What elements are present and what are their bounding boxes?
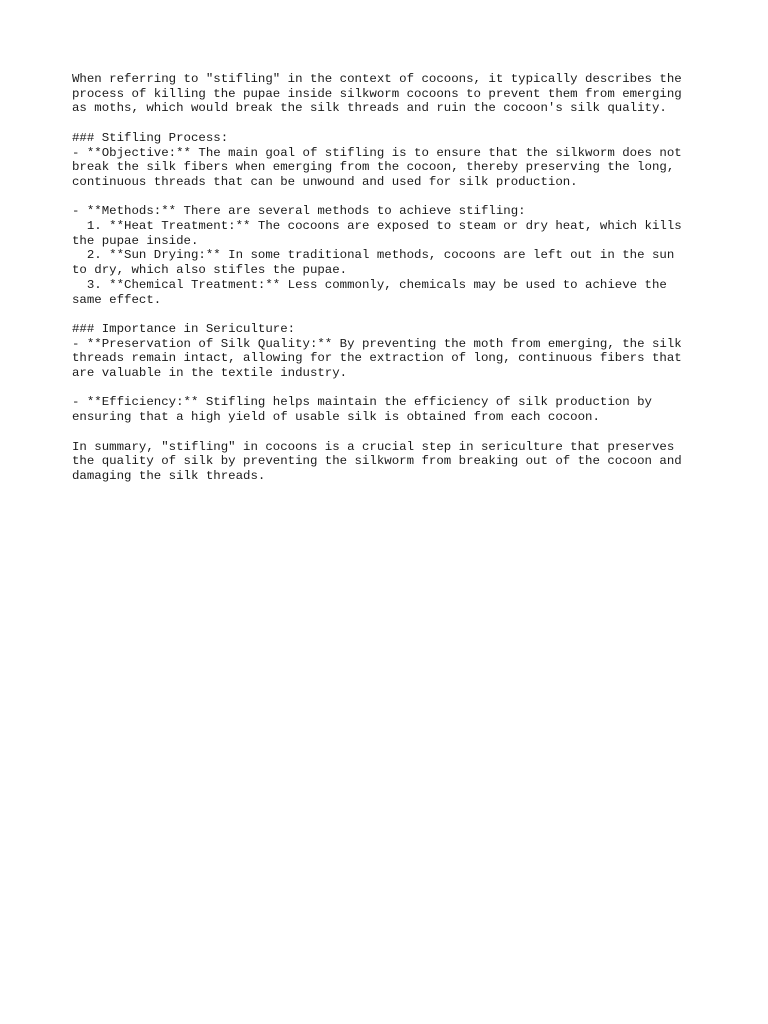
paragraph-intro [72, 72, 696, 116]
text-line: - **Methods:** There are several methods to achieve stifling: [72, 204, 526, 219]
document-page [72, 72, 696, 498]
text-line: are valuable in the textile industry. [72, 366, 348, 381]
text-line: threads remain intact, allowing for the extraction of long, continuous fibers that [72, 351, 682, 366]
section-stifling-process [72, 131, 696, 190]
text-line: the pupae inside. [72, 233, 199, 248]
text-line: continuous threads that can be unwound and used for silk production. [72, 174, 578, 189]
text-line: ensuring that a high yield of usable silk is obtained from each cocoon. [72, 410, 600, 425]
text-line: break the silk fibers when emerging from the cocoon, thereby preserving the long, [72, 160, 675, 175]
text-line: as moths, which would break the silk threads and ruin the cocoon's silk quality. [72, 101, 667, 116]
list-item: 2. **Sun Drying:** In some traditional methods, cocoons are left out in the sun [72, 248, 675, 263]
list-item: 3. **Chemical Treatment:** Less commonly, chemicals may be used to achieve the [72, 277, 667, 292]
paragraph-summary [72, 440, 696, 484]
text-line: In summary, "stifling" in cocoons is a crucial step in sericulture that preserves [72, 439, 675, 454]
text-line: When referring to "stifling" in the context of cocoons, it typically describes the [72, 72, 682, 86]
list-item: 1. **Heat Treatment:** The cocoons are exposed to steam or dry heat, which kills [72, 219, 682, 233]
section-importance [72, 322, 696, 381]
paragraph-methods [72, 204, 696, 307]
text-line: the quality of silk by preventing the silkworm from breaking out of the cocoon and [72, 454, 682, 469]
text-line: - **Objective:** The main goal of stifling is to ensure that the silkworm does not [72, 145, 682, 160]
text-line: - **Efficiency:** Stifling helps maintain the efficiency of silk production by [72, 395, 652, 410]
paragraph-efficiency [72, 395, 696, 424]
section-heading: ### Importance in Sericulture: [72, 321, 296, 336]
text-line: to dry, which also stifles the pupae. [72, 263, 348, 278]
text-line: damaging the silk threads. [72, 468, 266, 483]
text-line: - **Preservation of Silk Quality:** By preventing the moth from emerging, the silk [72, 336, 682, 351]
text-line: same effect. [72, 292, 162, 307]
section-heading: ### Stifling Process: [72, 130, 229, 145]
text-line: process of killing the pupae inside silkworm cocoons to prevent them from emerging [72, 86, 682, 101]
